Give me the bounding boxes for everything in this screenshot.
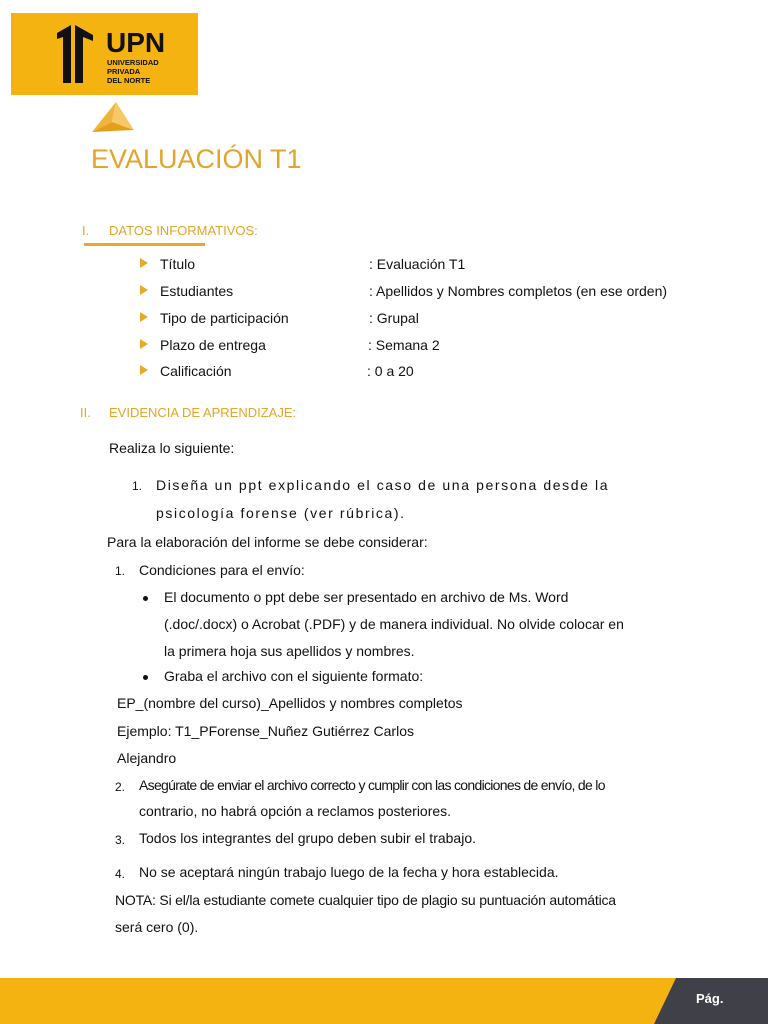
bullet-1-line-2: (.doc/.docx) o Acrobat (.PDF) y de manera individual. No olvide colocar en: [164, 616, 624, 632]
consider-text: Para la elaboración del informe se debe considerar:: [107, 534, 428, 550]
bullet-1-line-1: El documento o ppt debe ser presentado en archivo de Ms. Word: [164, 589, 569, 605]
bullet-dot: [143, 596, 148, 601]
item-3-text: Todos los integrantes del grupo deben subir el trabajo.: [139, 830, 476, 846]
arrow-bullet-icon: [140, 258, 148, 268]
info-label: Título: [160, 256, 196, 272]
section-2-number: II.: [80, 405, 91, 420]
item-2-number: 2.: [115, 780, 126, 794]
info-label: Estudiantes: [160, 283, 234, 299]
info-value: : 0 a 20: [367, 363, 414, 379]
example-line-2: Alejandro: [117, 750, 177, 766]
footer-tab-slant: [654, 978, 676, 1024]
section-1-underline: [84, 243, 205, 246]
info-value: : Evaluación T1: [369, 256, 466, 272]
info-label: Tipo de participación: [160, 310, 289, 326]
bullet-2-text: Graba el archivo con el siguiente formato:: [164, 668, 424, 684]
intro-text: Realiza lo siguiente:: [109, 440, 235, 456]
arrow-bullet-icon: [140, 285, 148, 295]
item-4-number: 4.: [115, 867, 126, 881]
item-2-line-2: contrario, no habrá opción a reclamos posteriores.: [139, 803, 452, 819]
section-1-title: DATOS INFORMATIVOS:: [109, 223, 258, 238]
page-label: Pág.: [696, 991, 724, 1006]
info-label: Calificación: [160, 363, 232, 379]
section-2-title: EVIDENCIA DE APRENDIZAJE:: [109, 405, 297, 420]
paper-plane-icon: [90, 100, 136, 134]
bullet-1-line-3: la primera hoja sus apellidos y nombres.: [164, 643, 415, 659]
bullet-dot: [143, 675, 148, 680]
item-4-text: No se aceptará ningún trabajo luego de la fecha y hora establecida.: [139, 864, 559, 880]
arrow-bullet-icon: [140, 312, 148, 322]
item-3-number: 3.: [115, 833, 126, 847]
format-line: EP_(nombre del curso)_Apellidos y nombres completos: [117, 695, 463, 711]
item-1-text: Condiciones para el envío:: [139, 562, 305, 578]
footer-bar: [0, 978, 768, 1024]
item-1-number: 1.: [115, 564, 126, 578]
arrow-bullet-icon: [140, 365, 148, 375]
info-value: : Grupal: [369, 310, 419, 326]
arrow-bullet-icon: [140, 339, 148, 349]
note-line-2: será cero (0).: [115, 919, 199, 935]
logo-subtitle: UNIVERSIDAD PRIVADA DEL NORTE: [107, 58, 159, 85]
task-line-2: psicología forense (ver rúbrica).: [156, 505, 406, 521]
info-value: : Semana 2: [368, 337, 440, 353]
task-line-1: Diseña un ppt explicando el caso de una persona desde la: [156, 477, 610, 493]
info-value: : Apellidos y Nombres completos (en ese orden): [369, 283, 668, 299]
logo-wordmark: UPN: [106, 27, 166, 58]
item-2-line-1: Asegúrate de enviar el archivo correcto y cumplir con las condiciones de envío, de lo: [139, 777, 605, 793]
task-number: 1.: [132, 479, 143, 493]
page-title: EVALUACIÓN T1: [91, 144, 302, 174]
info-label: Plazo de entrega: [160, 337, 266, 353]
note-line-1: NOTA: Si el/la estudiante comete cualquier tipo de plagio su puntuación automática: [115, 892, 616, 908]
upn-arrow-logo-icon: [53, 25, 101, 83]
example-line-1: Ejemplo: T1_PForense_Nuñez Gutiérrez Carlos: [117, 723, 414, 739]
upn-logo: [11, 13, 198, 95]
section-1-number: I.: [82, 223, 90, 238]
